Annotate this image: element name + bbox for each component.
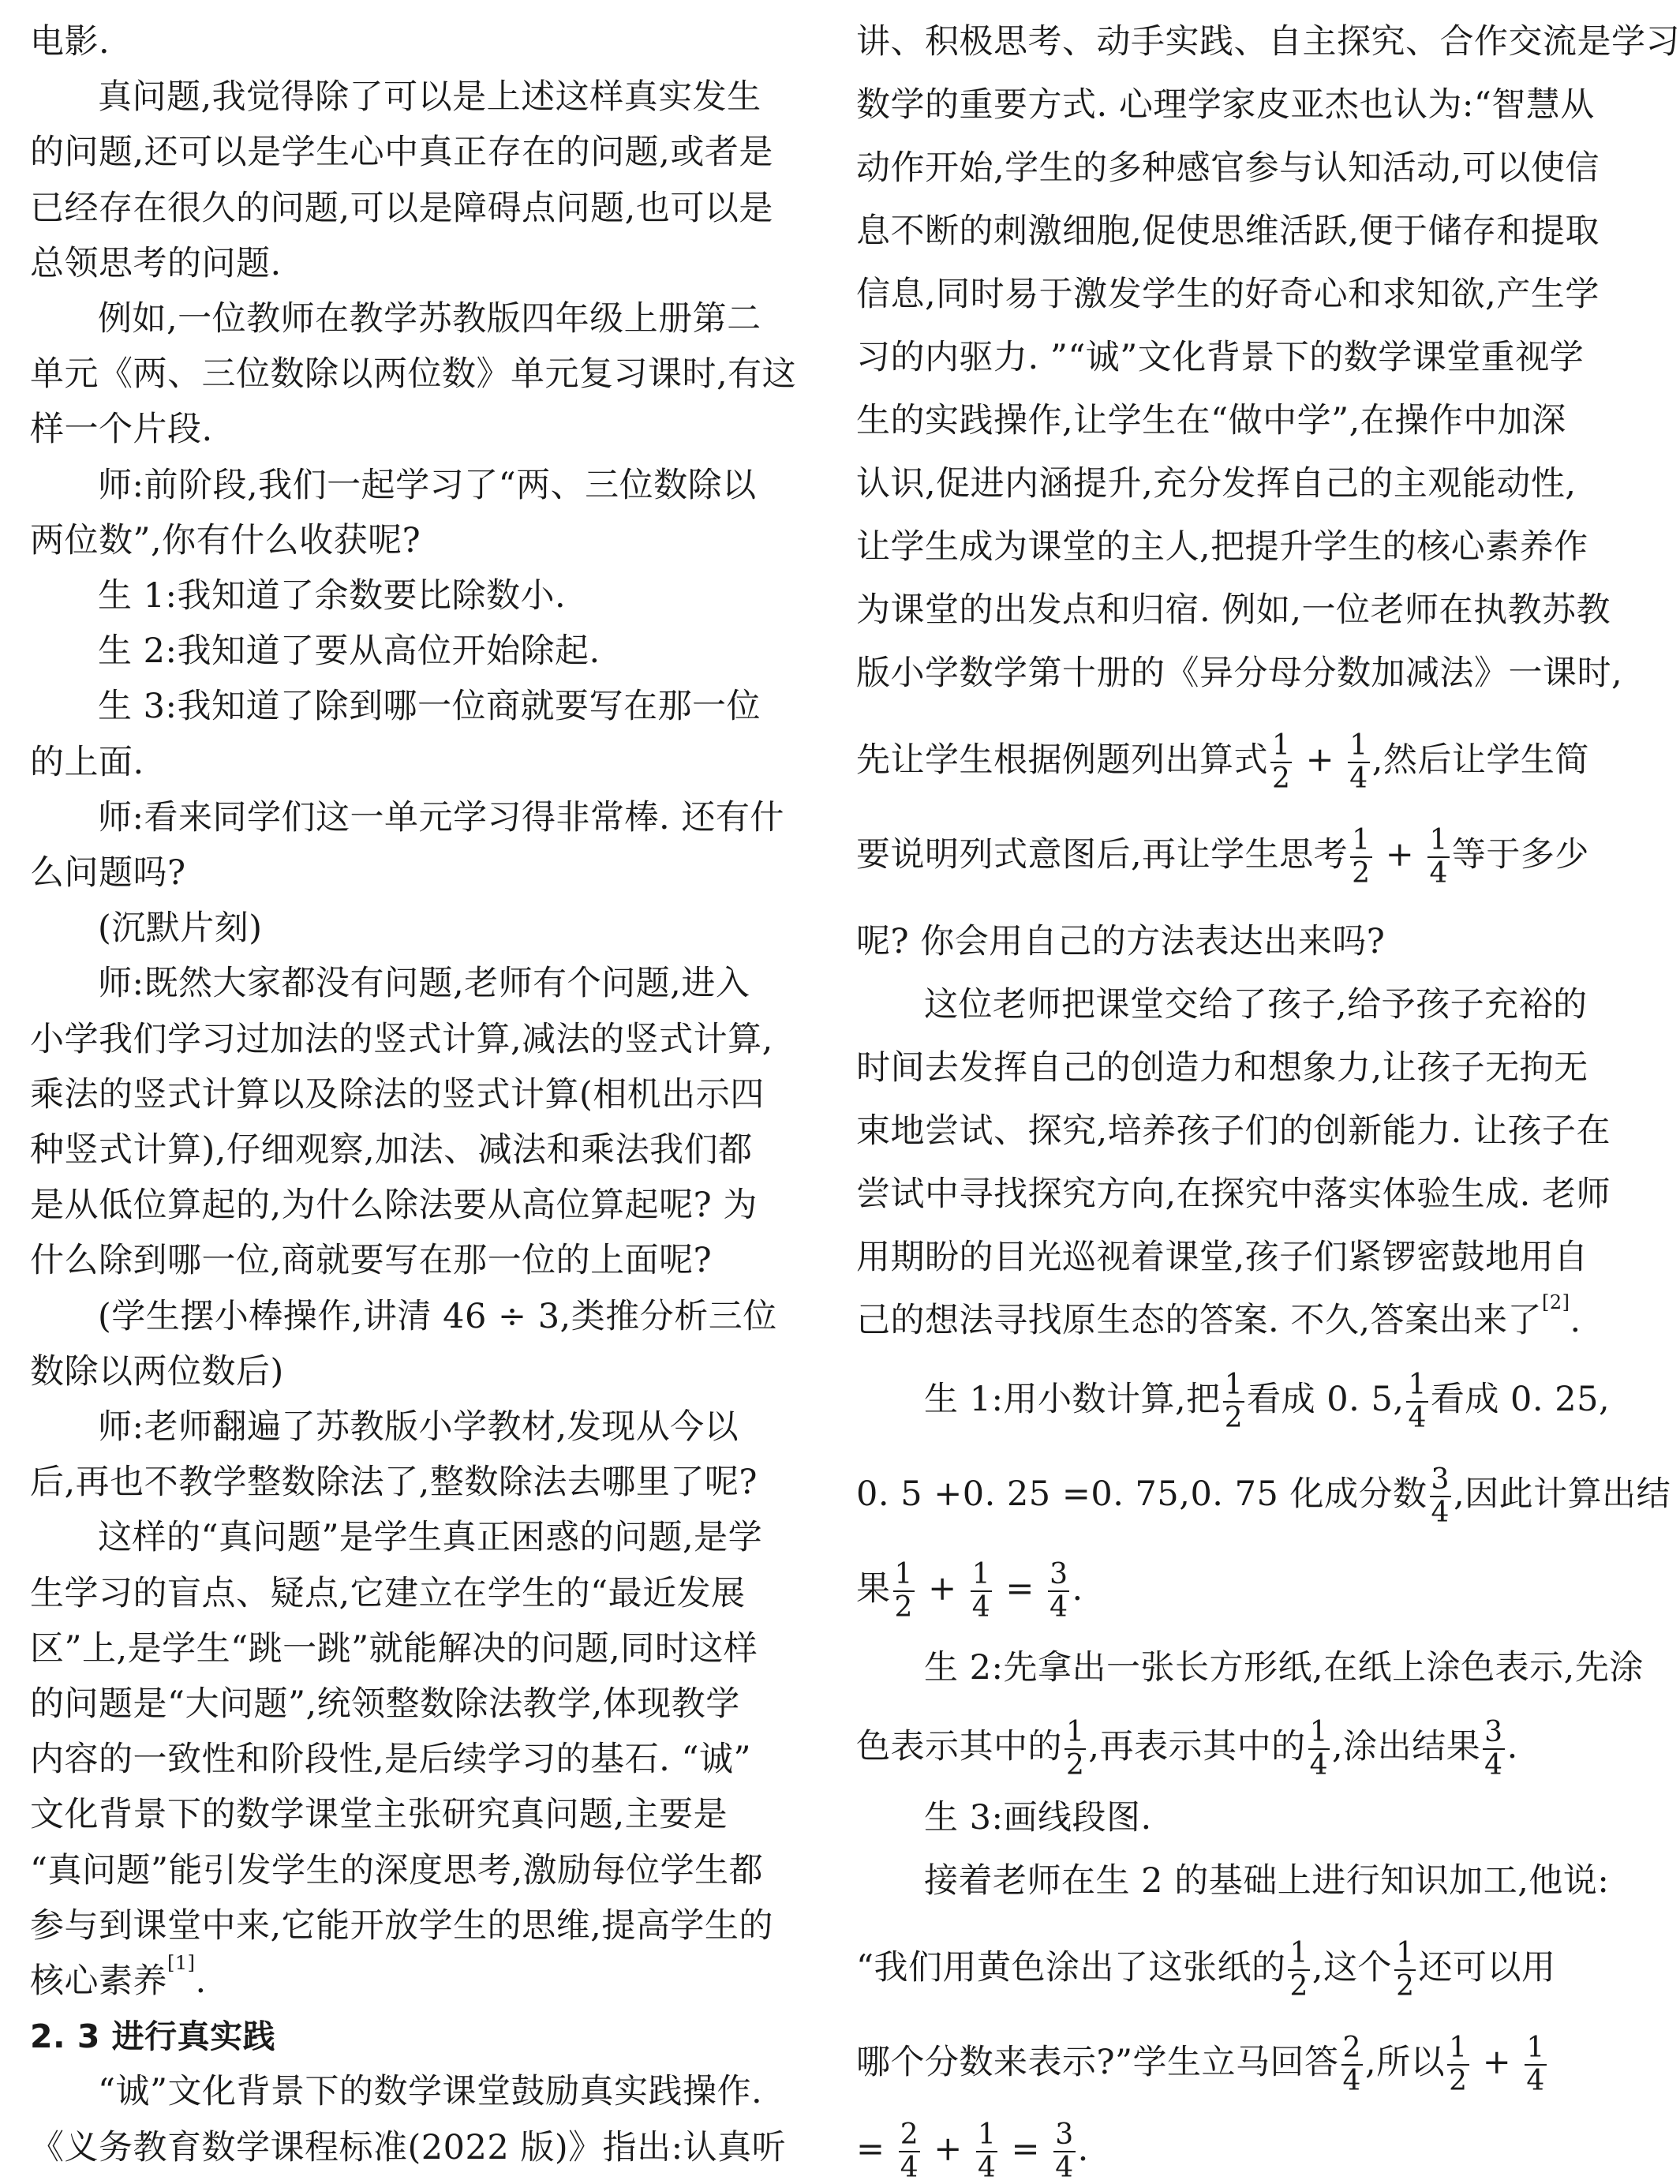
text-line-content: 小学我们学习过加法的竖式计算,减法的竖式计算,: [30, 1019, 773, 1059]
fraction: $\frac{1}{4}$: [977, 2118, 997, 2184]
fraction: $\frac{1}{2}$: [1352, 824, 1371, 890]
text-line-content: 么问题吗?: [30, 853, 186, 893]
fraction: $\frac{1}{2}$: [1066, 1716, 1085, 1781]
text-line-content: (学生摆小棒操作,讲清 46 ÷ 3,类推分析三位: [98, 1296, 777, 1336]
text-line-content: 参与到课堂中来,它能开放学生的思维,提高学生的: [30, 1905, 773, 1946]
text-line: [856, 821, 1589, 889]
text-line-content: 认识,促进内涵提升,充分发挥自己的主观能动性,: [856, 464, 1577, 504]
punctuation: .: [1570, 1301, 1581, 1340]
fraction: $\frac{2}{4}$: [900, 2118, 919, 2184]
text-line-content: 0. 5 +0. 25 =0. 75,0. 75 化成分数 $\frac{3}{4}$ ,因此计算出结: [856, 1463, 1671, 1529]
text-line: [924, 971, 1588, 1039]
text-line: [856, 134, 1600, 202]
fraction: $\frac{1}{2}$: [1224, 1369, 1244, 1434]
text-line-content: 样一个片段.: [30, 410, 213, 450]
text-line-content: 的问题,还可以是学生心中真正存在的问题,或者是: [30, 133, 773, 173]
text-line-content: 这位老师把课堂交给了孩子,给予孩子充裕的: [924, 985, 1588, 1025]
text-line: [856, 1460, 1671, 1528]
text-line-content: 生的实践操作,让学生在“做中学”,在操作中加深: [856, 401, 1566, 440]
text-line-content: 师:既然大家都没有问题,老师有个问题,进入: [98, 964, 750, 1004]
text-line: [856, 1934, 1555, 2002]
text-line: [856, 1555, 1083, 1623]
text-line: [856, 1287, 1581, 1354]
text-line-content: 生学习的盲点、疑点,它建立在学生的“最近发展: [30, 1573, 746, 1613]
text-line: [98, 784, 784, 852]
text-line-content: 真问题,我觉得除了可以是上述这样真实发生: [98, 77, 761, 118]
text-line-content: 信息,同时易于激发学生的好奇心和求知欲,产生学: [856, 275, 1600, 314]
text-line-content: 息不断的刺激细胞,促使思维活跃,便于储存和提取: [856, 212, 1600, 251]
text-line: [856, 639, 1622, 707]
text-line: [856, 1713, 1518, 1781]
fraction: $\frac{1}{2}$: [1272, 729, 1291, 795]
text-line-content: 呢? 你会用自己的方法表达出来吗?: [856, 922, 1386, 961]
text-line-content: 色表示其中的 $\frac{1}{2}$ ,再表示其中的 $\frac{1}{4}$ ,涂出结果 $\frac{3}{4}$ .: [856, 1716, 1518, 1781]
text-line-content: 束地尝试、探究,培养孩子们的创新能力. 让孩子在: [856, 1111, 1611, 1151]
text-line: [856, 71, 1595, 139]
text-line-content: 生 2:先拿出一张长方形纸,在纸上涂色表示,先涂: [924, 1648, 1644, 1688]
text-line-content: 哪个分数来表示?”学生立马回答 $\frac{2}{4}$ ,所以 $\frac{1}{2}$ + $\frac{1}{4}$: [856, 2032, 1545, 2097]
text-line: [924, 1634, 1644, 1702]
text-line: [856, 197, 1600, 265]
text-line-content: 己的想法寻找原生态的答案. 不久,答案出来了: [856, 1301, 1543, 1340]
fraction: $\frac{1}{4}$: [1349, 729, 1368, 795]
text-line-content: 例如,一位教师在教学苏教版四年级上册第二: [98, 299, 761, 339]
fraction: $\frac{1}{2}$: [1449, 2032, 1468, 2097]
text-line-content: (沉默片刻): [98, 908, 263, 949]
text-line-content: 要说明列式意图后,再让学生思考 $\frac{1}{2}$ + $\frac{1}{4}$ 等于多少: [856, 824, 1589, 890]
text-line: [856, 2115, 1089, 2183]
text-line-content: 这样的“真问题”是学生真正困惑的问题,是学: [98, 1518, 763, 1558]
fraction: $\frac{1}{4}$: [1526, 2032, 1545, 2097]
text-line-content: 数学的重要方式. 心理学家皮亚杰也认为:“智慧从: [856, 85, 1595, 125]
text-line-content: 是从低位算起的,为什么除法要从高位算起呢? 为: [30, 1186, 758, 1226]
text-line-content: 什么除到哪一位,商就要写在那一位的上面呢?: [30, 1241, 713, 1281]
fraction: $\frac{1}{4}$: [1309, 1716, 1328, 1781]
fraction: $\frac{3}{4}$: [1484, 1716, 1503, 1781]
text-line-content: 已经存在很久的问题,可以是障碍点问题,也可以是: [30, 188, 773, 228]
citation-ref: [2]: [1542, 1291, 1570, 1313]
fraction: $\frac{3}{4}$: [1050, 1558, 1068, 1624]
fraction: $\frac{1}{2}$: [894, 1558, 913, 1624]
fraction: $\frac{1}{4}$: [1429, 824, 1448, 890]
text-line-content: 两位数”,你有什么收获呢?: [30, 520, 421, 560]
citation-ref: [1]: [167, 1952, 196, 1974]
text-line-content: 内容的一致性和阶段性,是后续学习的基石. “诚”: [30, 1740, 751, 1780]
text-line-content: 电影.: [30, 22, 110, 62]
fraction: $\frac{3}{4}$: [1055, 2118, 1074, 2184]
text-line: [856, 1160, 1611, 1228]
punctuation: .: [195, 1961, 207, 2001]
text-line-content: 师:前阶段,我们一起学习了“两、三位数除以: [98, 465, 757, 505]
text-line-content: 用期盼的目光巡视着课堂,孩子们紧锣密鼓地用自: [856, 1238, 1588, 1277]
text-line: [856, 726, 1589, 794]
text-line-content: “我们用黄色涂出了这张纸的 $\frac{1}{2}$ ,这个 $\frac{1}{2}$ 还可以用: [856, 1937, 1556, 2002]
fraction: $\frac{1}{4}$: [1408, 1369, 1427, 1434]
fraction: $\frac{1}{4}$: [971, 1558, 991, 1624]
text-line-content: 时间去发挥自己的创造力和想象力,让孩子无拘无: [856, 1048, 1588, 1088]
text-line-content: 生 3:画线段图.: [924, 1798, 1152, 1837]
text-line: [856, 8, 1680, 76]
text-line-content: 单元《两、三位数除以两位数》单元复习课时,有这: [30, 354, 797, 395]
text-line-content: 先让学生根据例题列出算式 $\frac{1}{2}$ + $\frac{1}{4}$ ,然后让学生简: [856, 729, 1589, 795]
text-line: [856, 2029, 1549, 2096]
text-line: [856, 260, 1600, 328]
text-line: [30, 2114, 786, 2182]
text-line-content: 核心素养: [30, 1961, 167, 2001]
text-line-content: 数除以两位数后): [30, 1351, 284, 1392]
text-line-content: 果 $\frac{1}{2}$ + $\frac{1}{4}$ = $\frac{3}{4}$ .: [856, 1558, 1083, 1624]
text-line-content: 的上面.: [30, 742, 144, 782]
text-line-content: 生 1:用小数计算,把 $\frac{1}{2}$ 看成 0. 5, $\frac{1}{4}$ 看成 0. 25,: [924, 1369, 1611, 1434]
text-line-content: 乘法的竖式计算以及除法的竖式计算(相机出示四: [30, 1074, 765, 1114]
text-line-content: 的问题是“大问题”,统领整数除法教学,体现教学: [30, 1684, 740, 1724]
text-line-content: 文化背景下的数学课堂主张研究真问题,主要是: [30, 1795, 728, 1835]
text-line: [856, 576, 1611, 644]
text-line: [856, 1034, 1588, 1102]
text-line: [924, 1784, 1152, 1852]
text-line: [856, 908, 1385, 976]
fraction: $\frac{1}{2}$: [1289, 1937, 1308, 2002]
text-line-content: 接着老师在生 2 的基础上进行知识加工,他说:: [924, 1861, 1610, 1901]
text-line-content: 动作开始,学生的多种感官参与认知活动,可以使信: [856, 148, 1600, 188]
text-line: [856, 387, 1566, 455]
text-line: [856, 1223, 1588, 1291]
text-line-content: = $\frac{2}{4}$ + $\frac{1}{4}$ = $\frac{3}{4}$ .: [856, 2118, 1089, 2184]
text-line-content: 2. 3 进行真实践: [30, 2017, 276, 2056]
text-line-content: 为课堂的出发点和归宿. 例如,一位老师在执教苏教: [856, 590, 1611, 630]
text-line-content: 版小学数学第十册的《异分母分数加减法》一课时,: [856, 654, 1623, 693]
fraction: $\frac{1}{2}$: [1396, 1937, 1415, 2002]
text-line: [924, 1847, 1609, 1915]
text-line-content: 讲、积极思考、动手实践、自主探究、合作交流是学习: [856, 22, 1680, 62]
text-line-content: 区”上,是学生“跳一跳”就能解决的问题,同时这样: [30, 1628, 758, 1669]
text-line-content: 《义务教育数学课程标准(2022 版)》指出:认真听: [30, 2127, 787, 2167]
text-line-content: 尝试中寻找探究方向,在探究中落实体验生成. 老师: [856, 1174, 1611, 1214]
text-line: [856, 324, 1584, 391]
text-line-content: 习的内驱力. ”“诚”文化背景下的数学课堂重视学: [856, 338, 1585, 377]
fraction: $\frac{3}{4}$: [1431, 1463, 1450, 1529]
text-line-content: 生 2:我知道了要从高位开始除起.: [98, 631, 601, 672]
text-line: [924, 1365, 1610, 1433]
text-line-content: “诚”文化背景下的数学课堂鼓励真实践操作.: [98, 2072, 763, 2112]
text-line: [98, 672, 761, 740]
text-line-content: 生 3:我知道了除到哪一位商就要写在那一位: [98, 687, 761, 727]
text-line-content: 师:老师翻遍了苏教版小学教材,发现从今以: [98, 1407, 739, 1447]
fraction: $\frac{2}{4}$: [1342, 2032, 1361, 2097]
text-line-content: 师:看来同学们这一单元学习得非常棒. 还有什: [98, 797, 784, 837]
text-line-content: 总领思考的问题.: [30, 243, 282, 283]
text-line: [856, 450, 1577, 518]
text-line-content: 后,再也不教学整数除法了,整数除法去哪里了呢?: [30, 1463, 758, 1503]
text-line-content: 生 1:我知道了余数要比除数小.: [98, 576, 567, 616]
text-line: [856, 1097, 1611, 1165]
text-line-content: “真问题”能引发学生的深度思考,激励每位学生都: [30, 1850, 764, 1890]
text-line: [856, 513, 1588, 581]
text-line-content: 种竖式计算),仔细观察,加法、减法和乘法我们都: [30, 1130, 753, 1170]
text-line-content: 让学生成为课堂的主人,把提升学生的核心素养作: [856, 527, 1588, 567]
